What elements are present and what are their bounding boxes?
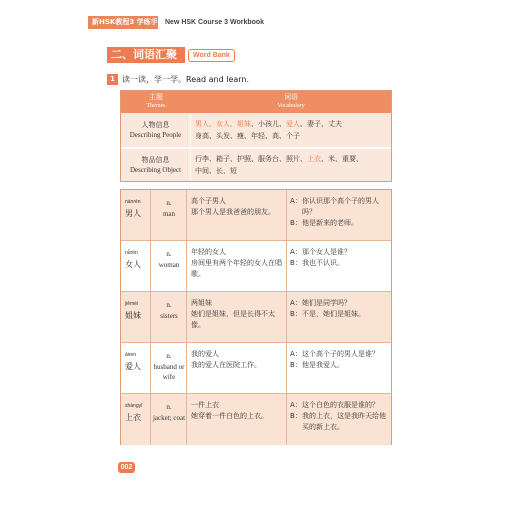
vocab-row: [121, 394, 391, 445]
speaker-a: A：: [290, 350, 302, 358]
dialogue-a: [290, 247, 388, 258]
theme-label: [121, 149, 191, 181]
word-pos: n.: [166, 250, 172, 258]
dialogue-cell: [287, 190, 391, 240]
vocab-plain: 行李、箱子、护照、服务台、照片、: [195, 155, 307, 163]
word-cell: [121, 190, 151, 240]
word-pinyin: nǚrén: [125, 250, 138, 256]
word-meaning: sisters: [160, 312, 178, 320]
theme-label: [121, 113, 191, 147]
vocab-row: [121, 343, 391, 394]
dialogue-a: [290, 349, 388, 360]
dialogue-a: [290, 196, 388, 218]
example-cell: [187, 241, 287, 291]
speaker-a: A：: [290, 401, 302, 409]
dialogue-text: 她们是同学吗？: [302, 299, 351, 307]
speaker-b: B：: [290, 412, 302, 420]
word-pos: n.: [166, 199, 172, 207]
theme-table-header: [121, 91, 391, 113]
theme-vocab-line: 中间、长、短: [195, 167, 237, 175]
word-hanzi: 爱人: [125, 362, 141, 371]
theme-vocab-list: [195, 113, 387, 147]
word-cell: [121, 292, 151, 342]
dialogue-text: 我也不认识。: [302, 259, 344, 267]
vocab-plain: 、米、重要、: [321, 155, 363, 163]
vocab-row: [121, 292, 391, 343]
instruction-text: 读一读，学一学。Read and learn.: [122, 75, 250, 84]
example-sentence: 房间里有两个年轻的女人在唱歌。: [191, 259, 282, 278]
theme-vocab-list: [195, 149, 387, 181]
example-phrase: 我的爱人: [191, 350, 219, 358]
word-meaning: jacket; coat: [152, 414, 186, 422]
theme-row-people: [121, 113, 391, 148]
word-cell: [121, 343, 151, 393]
pos-cell: [151, 292, 187, 342]
dialogue-text: 这个高个子的男人是谁？: [302, 350, 379, 358]
example-cell: [187, 292, 287, 342]
word-pinyin: shàngyī: [125, 403, 143, 409]
theme-label-en: Describing Object: [129, 166, 182, 174]
theme-row-objects: [121, 149, 391, 181]
vocabulary-header-en: Vocabulary: [277, 103, 305, 109]
word-pos: n.: [166, 301, 172, 309]
vocab-highlight: 上衣: [307, 155, 321, 163]
dialogue-text: 那个女人是谁？: [302, 248, 351, 256]
pos-cell: [151, 190, 187, 240]
themes-header-cn: 主题: [149, 93, 163, 101]
pos-cell: [151, 241, 187, 291]
word-pos: n.: [166, 403, 172, 411]
example-sentence: 她们是姐妹，但是长得不太像。: [191, 310, 275, 329]
word-hanzi: 上衣: [125, 413, 141, 422]
dialogue-text: 这个白色的衣服是谁的？: [302, 401, 379, 409]
dialogue-cell: [287, 292, 391, 342]
speaker-a: A：: [290, 197, 302, 205]
section-badge: Word Bank: [188, 49, 235, 62]
dialogue-cell: [287, 241, 391, 291]
dialogue-b: [290, 360, 388, 371]
header-en-title: New HSK Course 3 Workbook: [165, 19, 265, 26]
dialogue-text: 他是我爱人。: [302, 361, 344, 369]
section-title: 二、词语汇聚: [111, 48, 177, 61]
word-pos: n.: [166, 352, 172, 360]
vocab-row: [121, 241, 391, 292]
pos-cell: [151, 343, 187, 393]
word-meaning: man: [162, 210, 176, 218]
dialogue-cell: [287, 394, 391, 445]
vocab-row: [121, 190, 391, 241]
dialogue-b: [290, 258, 388, 269]
vocab-plain: 、小孩儿、: [251, 120, 286, 128]
themes-header-en: Themes: [146, 103, 166, 109]
example-cell: [187, 394, 287, 445]
example-cell: [187, 190, 287, 240]
example-sentence: 她穿着一件白色的上衣。: [191, 412, 268, 420]
page-number: 002: [118, 462, 135, 473]
dialogue-cell: [287, 343, 391, 393]
word-meaning: husband or wife: [153, 363, 185, 381]
speaker-b: B：: [290, 219, 302, 227]
dialogue-text: 他是新来的老师。: [302, 219, 358, 227]
word-hanzi: 姐妹: [125, 311, 141, 320]
dialogue-b: [290, 411, 388, 433]
example-phrase: 高个子男人: [191, 197, 226, 205]
header-cn-title: 新HSK教程3 学练手册: [92, 18, 165, 26]
theme-label-en: Describing People: [129, 131, 182, 139]
word-pinyin: nánrén: [125, 199, 141, 205]
example-phrase: 年轻的女人: [191, 248, 226, 256]
vocab-highlight: 男人、女人、姐妹: [195, 120, 251, 128]
example-sentence: 我的爱人在医院工作。: [191, 361, 261, 369]
themes-header: [121, 93, 191, 110]
word-cell: [121, 394, 151, 445]
theme-table: [120, 90, 392, 182]
word-cell: [121, 241, 151, 291]
dialogue-text: 你认识那个高个子的男人吗？: [302, 197, 379, 216]
theme-label-cn: 人物信息: [141, 121, 170, 129]
theme-label-cn: 物品信息: [141, 156, 170, 164]
theme-vocab-line: [195, 153, 387, 165]
example-cell: [187, 343, 287, 393]
speaker-a: A：: [290, 299, 302, 307]
example-sentence: 那个男人是我爸爸的朋友。: [191, 208, 275, 216]
theme-vocab-line: [195, 118, 387, 130]
vocabulary-header: [191, 93, 391, 110]
dialogue-a: [290, 298, 388, 309]
example-phrase: 一件上衣: [191, 401, 219, 409]
pos-cell: [151, 394, 187, 445]
speaker-a: A：: [290, 248, 302, 256]
speaker-b: B：: [290, 361, 302, 369]
example-phrase: 两姐妹: [191, 299, 212, 307]
vocab-highlight: 爱人: [286, 120, 300, 128]
word-pinyin: jiěmèi: [125, 301, 139, 307]
vocab-plain: 、妻子、丈夫: [300, 120, 342, 128]
instruction-number: 1: [107, 74, 118, 85]
dialogue-b: [290, 218, 388, 229]
dialogue-a: [290, 400, 388, 411]
dialogue-text: 不是，她们是姐妹。: [302, 310, 365, 318]
word-hanzi: 男人: [125, 209, 141, 218]
word-pinyin: àiren: [125, 352, 137, 358]
dialogue-b: [290, 309, 388, 320]
speaker-b: B：: [290, 259, 302, 267]
speaker-b: B：: [290, 310, 302, 318]
theme-vocab-line: 身高、头发、瘦、年轻、高、个子: [195, 132, 300, 140]
word-hanzi: 女人: [125, 260, 141, 269]
vocab-table: [120, 189, 392, 445]
vocabulary-header-cn: 词语: [284, 93, 298, 101]
word-meaning: woman: [158, 261, 180, 269]
dialogue-text: 我的上衣，这是我昨天给他买的新上衣。: [302, 412, 386, 431]
